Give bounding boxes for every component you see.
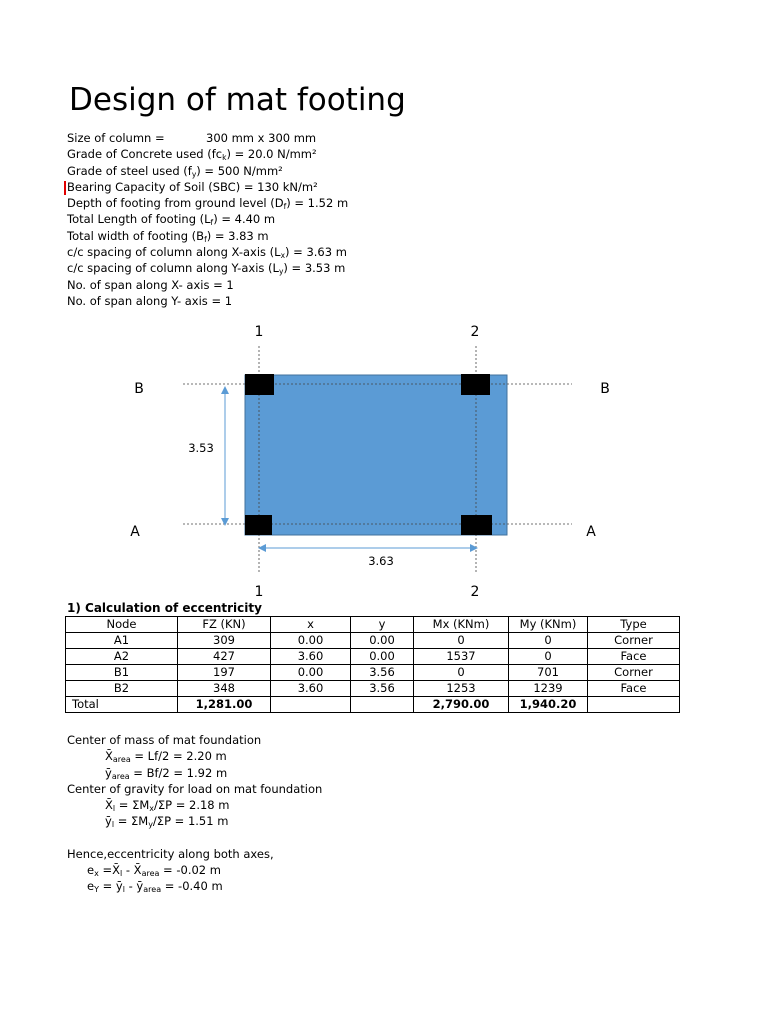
- table-cell: 1253: [414, 681, 509, 697]
- eccentricity-table: [65, 616, 680, 713]
- cog-title: Center of gravity for load on mat foundation: [67, 781, 323, 796]
- table-cell: A2: [66, 649, 178, 665]
- y-l-line: $ȳ_l = \Sigma M_y/\Sigma P = 1.51$ m: [105, 814, 229, 830]
- param-span-x: No. of span along X- axis = 1: [67, 277, 234, 292]
- table-cell: 0.00: [271, 633, 351, 649]
- table-cell: 309: [178, 633, 271, 649]
- param-grade-steel: Grade of steel used $(f_y) = 500$ N/mm²: [67, 163, 283, 179]
- table-cell: [351, 697, 414, 713]
- row-label-a-left: A: [130, 524, 140, 540]
- table-cell: 0.00: [271, 665, 351, 681]
- row-label-b-right: B: [600, 381, 610, 397]
- grid-label-top-1: 1: [254, 324, 264, 340]
- table-cell: Corner: [588, 665, 680, 681]
- header-node: Node: [66, 617, 178, 633]
- table-cell: 197: [178, 665, 271, 681]
- table-cell: 0.00: [351, 649, 414, 665]
- param-depth: Depth of footing from ground level $(D_f) = 1.52$ m: [67, 196, 349, 212]
- table-cell: 0: [414, 665, 509, 681]
- dim-arrow-right-icon: [470, 544, 478, 552]
- table-total-row: [66, 697, 680, 713]
- table-row: [66, 649, 680, 665]
- param-total-width: Total width of footing $(B_f) = 3.83$ m: [67, 228, 269, 244]
- hence-line: Hence,eccentricity along both axes,: [67, 846, 274, 861]
- table-cell: 3.56: [351, 665, 414, 681]
- table-cell: [588, 697, 680, 713]
- total-fz: 1,281.00: [178, 697, 271, 713]
- header-type: Type: [588, 617, 680, 633]
- table-cell: Corner: [588, 633, 680, 649]
- dim-label-vertical: 3.53: [188, 441, 214, 455]
- section-title-eccentricity: 1) Calculation of eccentricity: [67, 601, 262, 615]
- param-sbc: Bearing Capacity of Soil (SBC) = 130 kN/m²: [67, 179, 318, 194]
- table-cell: A1: [66, 633, 178, 649]
- page-title: Design of mat footing: [69, 82, 406, 118]
- dim-arrow-up-icon: [221, 386, 229, 394]
- table-cell: 0: [414, 633, 509, 649]
- table-cell: 348: [178, 681, 271, 697]
- grid-label-top-2: 2: [470, 324, 480, 340]
- param-grade-concrete: Grade of Concrete used $(fc_k) = 20.0$ N/mm²: [67, 147, 317, 163]
- mat-slab: [245, 375, 507, 535]
- dim-arrow-down-icon: [221, 518, 229, 526]
- table-cell: 701: [509, 665, 588, 681]
- table-cell: B2: [66, 681, 178, 697]
- header-x: x: [271, 617, 351, 633]
- param-span-y: No. of span along Y- axis = 1: [67, 293, 233, 308]
- dim-label-horizontal: 3.63: [368, 554, 394, 568]
- table-cell: 1239: [509, 681, 588, 697]
- table-cell: Face: [588, 649, 680, 665]
- table-cell: [271, 697, 351, 713]
- column-a2: [461, 515, 492, 535]
- table-cell: 3.56: [351, 681, 414, 697]
- ex-line: $e_x$ $=X̄_l$ - $X̄_{area} = -0.02$ m: [87, 863, 221, 879]
- column-b1: [245, 374, 274, 395]
- param-cc-y: c/c spacing of column along Y-axis $(L_y) = 3.53$ m: [67, 261, 346, 277]
- table-header-row: [66, 617, 680, 633]
- table-cell: 0: [509, 649, 588, 665]
- table-cell: 3.60: [271, 649, 351, 665]
- grid-label-bottom-1: 1: [254, 584, 264, 600]
- column-a1: [245, 515, 272, 535]
- table-cell: 1537: [414, 649, 509, 665]
- table-cell: 427: [178, 649, 271, 665]
- header-mx: Mx (KNm): [414, 617, 509, 633]
- y-area-line: $ȳ_{area} = Bf/2 = 1.92$ m: [105, 765, 228, 781]
- table-cell: 0: [509, 633, 588, 649]
- total-mx: 2,790.00: [414, 697, 509, 713]
- header-y: y: [351, 617, 414, 633]
- ey-line: $e_Y$ = $ȳ_l$ - $ȳ_{area} = -0.40$ m: [87, 879, 223, 895]
- table-cell: B1: [66, 665, 178, 681]
- param-total-length: Total Length of footing $(L_f) = 4.40$ m: [67, 212, 276, 228]
- table-cell: Face: [588, 681, 680, 697]
- table-row: [66, 681, 680, 697]
- table-cell: 0.00: [351, 633, 414, 649]
- column-b2: [461, 374, 490, 395]
- eccentricity-calculation: [67, 732, 322, 895]
- total-my: 1,940.20: [509, 697, 588, 713]
- param-cc-x: c/c spacing of column along X-axis $(L_x) = 3.63$ m: [67, 245, 347, 261]
- row-label-a-right: A: [586, 524, 596, 540]
- header-my: My (KNm): [509, 617, 588, 633]
- table-row: [66, 665, 680, 681]
- header-fz: FZ (KN): [178, 617, 271, 633]
- row-label-b-left: B: [134, 381, 144, 397]
- total-label: Total: [66, 697, 178, 713]
- grid-label-bottom-2: 2: [470, 584, 480, 600]
- x-l-line: $X̄_l = \Sigma M_x/\Sigma P = 2.18$ m: [105, 798, 230, 814]
- com-title: Center of mass of mat foundation: [67, 733, 262, 747]
- table-row: [66, 633, 680, 649]
- param-size-of-column: Size of column = 300 mm x 300 mm: [67, 131, 317, 145]
- x-area-line: $X̄_{area} = Lf/2 = 2.20$ m: [105, 749, 227, 765]
- table-cell: 3.60: [271, 681, 351, 697]
